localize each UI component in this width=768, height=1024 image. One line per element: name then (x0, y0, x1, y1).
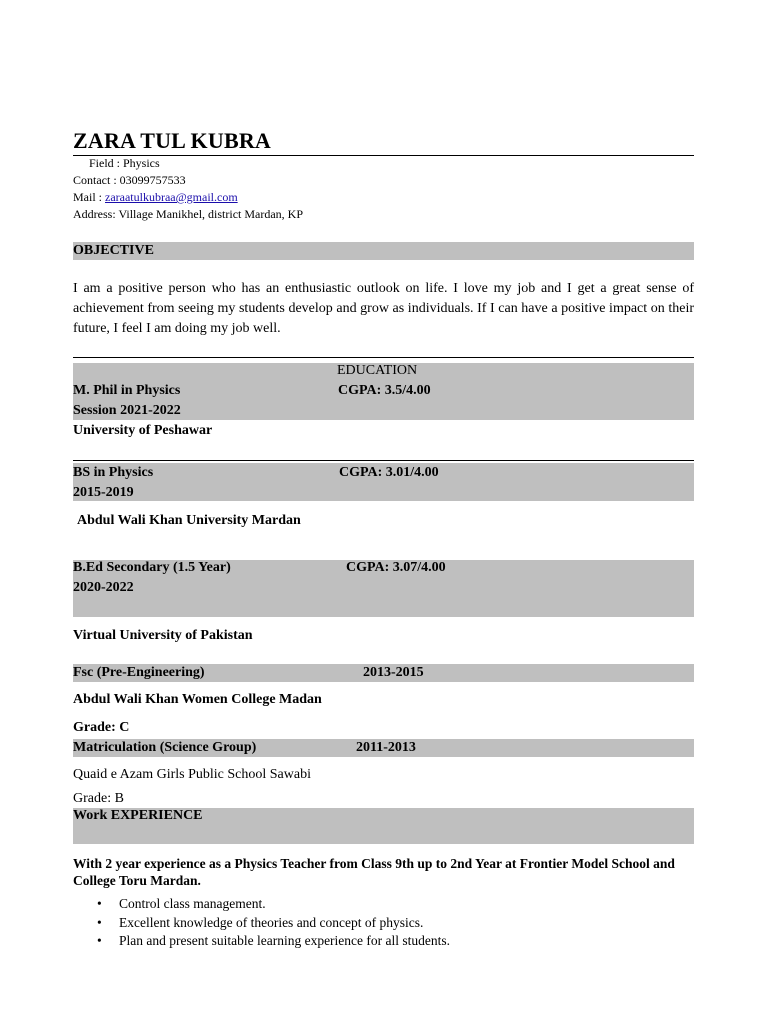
bullet-icon: • (97, 933, 102, 948)
bullet-icon: • (97, 896, 102, 911)
bullet-icon: • (97, 914, 102, 930)
email-link[interactable]: zaraatulkubraa@gmail.com (105, 190, 238, 204)
bs-years: 2015-2019 (73, 485, 134, 500)
fsc-grade: Grade: C (73, 720, 130, 735)
name-divider (73, 155, 694, 156)
matric-institution: Quaid e Azam Girls Public School Sawabi (73, 767, 311, 782)
bed-institution: Virtual University of Pakistan (73, 628, 253, 643)
mphil-institution: University of Peshawar (73, 423, 213, 438)
list-item (73, 932, 694, 951)
mphil-session: Session 2021-2022 (73, 403, 181, 418)
matric-years: 2011-2013 (356, 740, 416, 755)
contact-line: Contact : 03099757533 (73, 173, 186, 187)
mail-line (73, 189, 238, 205)
education-heading: EDUCATION (337, 363, 418, 378)
education-top-rule (73, 357, 694, 358)
matric-degree: Matriculation (Science Group) (73, 740, 257, 755)
matric-grade: Grade: B (73, 791, 124, 806)
bed-degree: B.Ed Secondary (1.5 Year) (73, 560, 231, 575)
work-summary: With 2 year experience as a Physics Teacher from Class 9th up to 2nd Year at Frontier Model School and College Toru Mardan. (73, 856, 675, 888)
list-item (73, 895, 694, 914)
field-line: Field : Physics (89, 156, 160, 170)
bullet-text: Control class management. (119, 896, 266, 911)
objective-band (73, 242, 694, 260)
mail-label: Mail : (73, 190, 105, 204)
bed-cgpa: CGPA: 3.07/4.00 (346, 560, 446, 575)
bullet-text: Plan and present suitable learning experience for all students. (119, 933, 451, 948)
fsc-degree: Fsc (Pre-Engineering) (73, 665, 205, 680)
bs-cgpa: CGPA: 3.01/4.00 (339, 465, 439, 480)
mphil-degree: M. Phil in Physics (73, 383, 181, 398)
objective-heading: OBJECTIVE (73, 243, 154, 258)
bullet-text: Excellent knowledge of theories and concept of physics. (119, 914, 424, 930)
mphil-cgpa: CGPA: 3.5/4.00 (338, 383, 431, 398)
candidate-name: ZARA TUL KUBRA (73, 128, 271, 153)
bs-institution: Abdul Wali Khan University Mardan (77, 513, 301, 528)
address-line: Address: Village Manikhel, district Mardan, KP (73, 207, 304, 221)
work-bullet-list (73, 895, 694, 951)
fsc-institution: Abdul Wali Khan Women College Madan (73, 692, 322, 707)
objective-text: I am a positive person who has an enthusiastic outlook on life. I love my job and I get a great sense of achievement from seeing my students develop and grow as individuals. If I can have a positive impact on their future, I feel I am doing my job well. (73, 281, 694, 336)
bed-years: 2020-2022 (73, 580, 134, 595)
work-heading: Work EXPERIENCE (73, 808, 203, 823)
bs-top-rule (73, 460, 694, 461)
fsc-years: 2013-2015 (363, 665, 424, 680)
list-item (73, 914, 694, 933)
bs-degree: BS in Physics (73, 465, 154, 480)
